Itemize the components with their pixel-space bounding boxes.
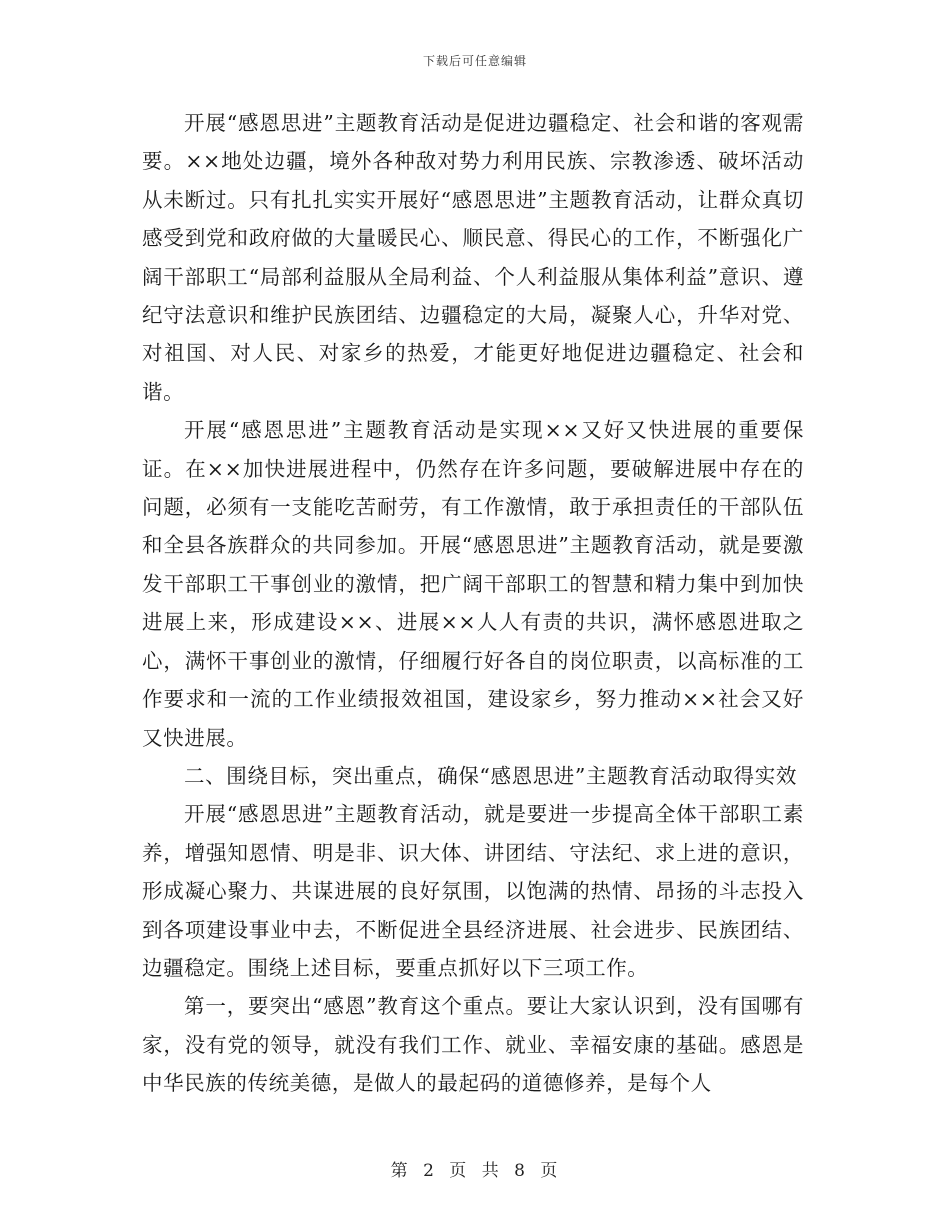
paragraph: 开展“感恩思进”主题教育活动，就是要进一步提高全体干部职工素养，增强知恩情、明是非、识大体、讲团结、守法纪、求上进的意识，形成凝心聚力、共谋进展的良好氛围，以饱满的热情、昂扬的斗志投入到各项建设事业中去，不断促进全县经济进展、社会进步、民族团结、边疆稳定。围绕上述目标，要重点抓好以下三项工作。 xyxy=(142,802,804,980)
paragraph: 开展“感恩思进”主题教育活动是促进边疆稳定、社会和谐的客观需要。××地处边疆，境外各种敌对势力利用民族、宗教渗透、破坏活动从未断过。只有扎扎实实开展好“感恩思进”主题教育活动，让群众真切感受到党和政府做的大量暖民心、顺民意、得民心的工作，不断强化广阔干部职工“局部利益服从全局利益、个人利益服从集体利益”意识、遵纪守法意识和维护民族团结、边疆稳定的大局，凝聚人心，升华对党、对祖国、对人民、对家乡的热爱，才能更好地促进边疆稳定、社会和谐。 xyxy=(142,111,804,404)
header-note: 下载后可任意编辑 xyxy=(422,54,527,68)
section-heading: 二、围绕目标，突出重点，确保“感恩思进”主题教育活动取得实效 xyxy=(184,763,797,788)
paragraph: 开展“感恩思进”主题教育活动是实现××又好又快进展的重要保证。在××加快进展进程中，仍然存在许多问题，要破解进展中存在的问题，必须有一支能吃苦耐劳，有工作激情，敢于承担责任的干部队伍和全县各族群众的共同参加。开展“感恩思进”主题教育活动，就是要激发干部职工干事创业的激情，把广阔干部职工的智慧和精力集中到加快进展上来，形成建设××、进展××人人有责的共识，满怀感恩进取之心，满怀干事创业的激情，仔细履行好各自的岗位职责，以高标准的工作要求和一流的工作业绩报效祖国，建设家乡，努力推动××社会又好又快进展。 xyxy=(142,418,804,750)
paragraph: 第一，要突出“感恩”教育这个重点。要让大家认识到，没有国哪有家，没有党的领导，就没有我们工作、就业、幸福安康的基础。感恩是中华民族的传统美德，是做人的最起码的道德修养，是每个人 xyxy=(142,994,804,1096)
page-number-footer: 第 2 页 共 8 页 xyxy=(390,1161,560,1181)
document-body xyxy=(142,104,804,1103)
